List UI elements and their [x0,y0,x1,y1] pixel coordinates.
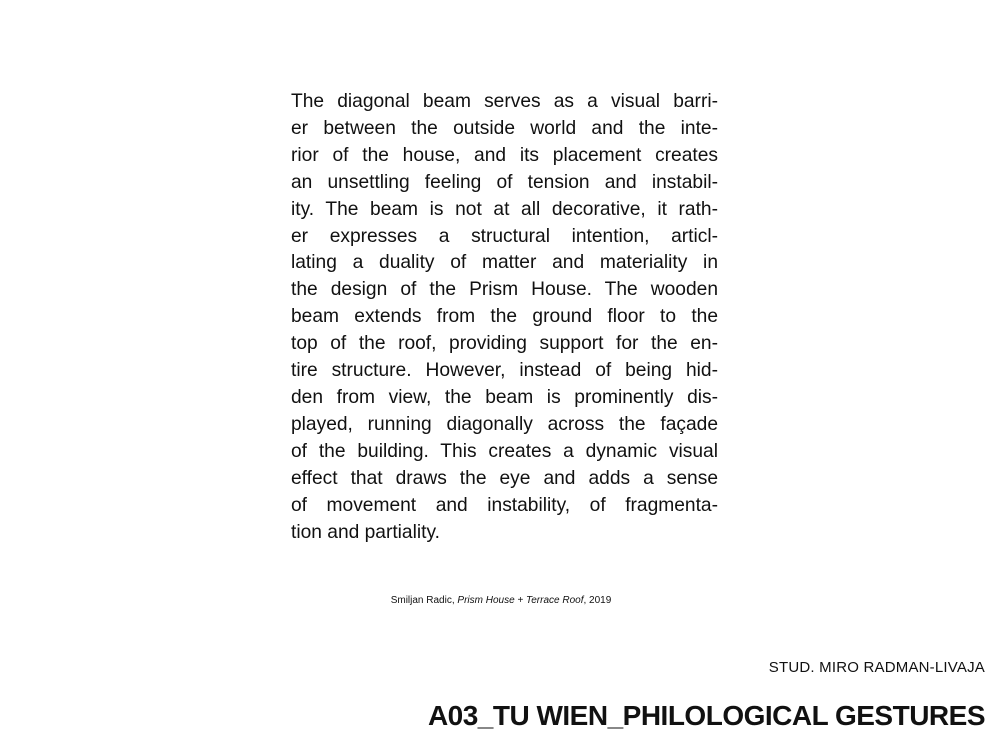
body-line: effect that draws the eye and adds a sense [291,467,718,489]
body-line: beam extends from the ground floor to the [291,306,718,328]
body-line: The diagonal beam serves as a visual barri- [291,91,718,112]
body-line: rior of the house, and its placement creates [291,144,718,166]
body-line: an unsettling feeling of tension and instabil- [291,171,718,193]
student-name: STUD. MIRO RADMAN-LIVAJA [768,659,985,676]
body-line: ity. The beam is not at all decorative, it rath- [291,198,718,220]
body-line: played, running diagonally across the façade [291,413,718,435]
caption-author: Smiljan Radic, [390,595,458,606]
body-line: of the building. This creates a dynamic visual [291,440,718,462]
body-line: lating a duality of matter and materiality in [291,252,718,274]
body-line: of movement and instability, of fragmenta- [291,494,718,516]
image-caption [0,594,1002,608]
page-title: A03_TU WIEN_PHILOLOGICAL GESTURES [427,700,985,731]
body-line: the design of the Prism House. The wooden [291,279,718,301]
body-line: tion and partiality. [291,521,440,543]
body-line: er expresses a structural intention, articl- [291,225,718,247]
body-line: tire structure. However, instead of being hid- [291,360,718,382]
caption-work-title: Prism House + Terrace Roof [457,595,584,606]
body-paragraph [291,89,718,546]
body-line: den from view, the beam is prominently dis- [291,386,718,408]
body-line: top of the roof, providing support for the en- [291,333,718,355]
caption-year: , 2019 [583,595,612,606]
body-line: er between the outside world and the inte- [291,117,718,139]
